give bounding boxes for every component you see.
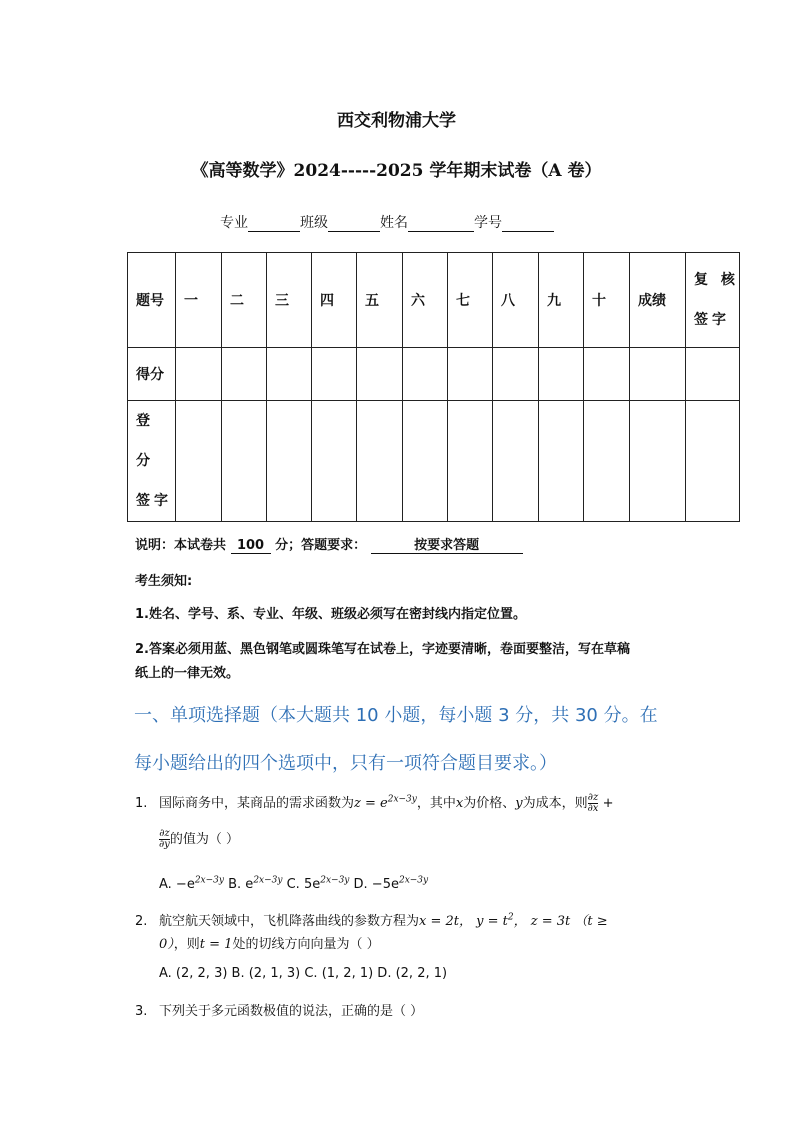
name-blank[interactable] bbox=[408, 216, 474, 232]
class-label: 班级 bbox=[300, 215, 328, 231]
section-1-title bbox=[134, 694, 674, 786]
total-suffix: 分；答题要求： bbox=[275, 538, 367, 553]
option-a[interactable]: A. $-e^{2x-3y}$ bbox=[159, 876, 224, 893]
question-number: 3. bbox=[135, 1004, 148, 1019]
notice-rule-2-line1: 2.答案必须用蓝、黑色钢笔或圆珠笔写在试卷上，字迹要清晰，卷面要整洁，写在草稿 bbox=[135, 642, 630, 657]
sign-cell[interactable] bbox=[403, 401, 448, 522]
score-table-header-row bbox=[128, 253, 740, 348]
score-cell[interactable] bbox=[312, 348, 357, 401]
exam-instructions bbox=[135, 534, 523, 554]
exam-title: 《高等数学》2024-----2025 学年期末试卷（A 卷） bbox=[191, 161, 602, 181]
question-text: 为成本，则 bbox=[522, 796, 588, 811]
sign-row-label bbox=[128, 401, 176, 522]
score-cell[interactable] bbox=[448, 348, 493, 401]
question-2 bbox=[135, 910, 608, 929]
option-d[interactable]: D. $-5e^{2x-3y}$ bbox=[353, 876, 429, 893]
header-cell: 九 bbox=[539, 253, 584, 348]
notice-rule-1: 1.姓名、学号、系、专业、年级、班级必须写在密封线内指定位置。 bbox=[135, 607, 526, 622]
header-cell: 八 bbox=[493, 253, 539, 348]
name-label: 姓名 bbox=[380, 215, 408, 231]
university-name: 西交利物浦大学 bbox=[337, 111, 456, 131]
formula: x = 2t， $y = t^2$， z = 3t （t ≥ bbox=[419, 912, 608, 929]
question-text: ，其中 bbox=[416, 796, 456, 811]
sign-cell[interactable] bbox=[176, 401, 222, 522]
section-1-title-line2: 每小题给出的四个选项中，只有一项符合题目要求。） bbox=[134, 753, 557, 774]
question-text: 处的切线方向向量为（ ） bbox=[232, 937, 380, 952]
formula: 0） bbox=[159, 937, 174, 952]
score-cell[interactable] bbox=[539, 348, 584, 401]
sign-cell[interactable] bbox=[630, 401, 686, 522]
score-cell[interactable] bbox=[630, 348, 686, 401]
score-cell[interactable] bbox=[222, 348, 267, 401]
score-cell[interactable] bbox=[176, 348, 222, 401]
formula: t = 1 bbox=[199, 937, 233, 952]
score-cell[interactable] bbox=[584, 348, 630, 401]
option-label: D. −5e bbox=[353, 877, 399, 893]
sign-cell[interactable] bbox=[448, 401, 493, 522]
header-cell: 二 bbox=[222, 253, 267, 348]
question-number: 1. bbox=[135, 796, 148, 811]
sign-cell[interactable] bbox=[584, 401, 630, 522]
header-cell: 四 bbox=[312, 253, 357, 348]
sign-cell[interactable] bbox=[493, 401, 539, 522]
question-text: ，则 bbox=[173, 937, 200, 952]
score-cell[interactable] bbox=[267, 348, 312, 401]
major-label: 专业 bbox=[220, 215, 248, 231]
header-cell: 三 bbox=[267, 253, 312, 348]
score-cell[interactable] bbox=[357, 348, 403, 401]
question-text: 的值为（ ） bbox=[169, 832, 239, 847]
student-id-blank[interactable] bbox=[502, 216, 554, 232]
question-number: 2. bbox=[135, 914, 148, 929]
score-row-label: 得分 bbox=[128, 348, 176, 401]
formula: x bbox=[455, 796, 464, 811]
sign-cell[interactable] bbox=[267, 401, 312, 522]
question-text: 航空航天领域中，飞机降落曲线的参数方程为 bbox=[159, 914, 420, 929]
option-label: A. −e bbox=[159, 877, 195, 893]
sign-row bbox=[128, 401, 740, 522]
header-cell: 六 bbox=[403, 253, 448, 348]
score-cell[interactable] bbox=[403, 348, 448, 401]
student-info-line bbox=[220, 212, 554, 232]
question-1-options bbox=[159, 876, 428, 892]
formula: $z = e^{2x-3y}$ bbox=[354, 794, 417, 811]
header-cell: 一 bbox=[176, 253, 222, 348]
sign-cell[interactable] bbox=[686, 401, 740, 522]
answer-requirement: 按要求答题 bbox=[371, 534, 523, 554]
question-1-cont bbox=[159, 828, 239, 850]
score-cell[interactable] bbox=[493, 348, 539, 401]
header-label-cell: 题号 bbox=[128, 253, 176, 348]
question-2-cont bbox=[159, 933, 380, 952]
sign-cell[interactable] bbox=[312, 401, 357, 522]
question-3 bbox=[135, 1000, 423, 1019]
score-table bbox=[127, 252, 740, 522]
total-prefix: 说明：本试卷共 bbox=[135, 538, 227, 553]
formula: y bbox=[515, 796, 523, 811]
option-b[interactable]: B. $e^{2x-3y}$ bbox=[228, 876, 283, 893]
score-cell[interactable] bbox=[686, 348, 740, 401]
fraction-dz-dx: $\frac{\partial z}{\partial x}$ bbox=[587, 792, 599, 814]
total-value: 100 bbox=[231, 538, 271, 554]
sign-cell[interactable] bbox=[539, 401, 584, 522]
question-2-options[interactable]: A. (2, 2, 3) B. (2, 1, 3) C. (1, 2, 1) D. (2, 2, 1) bbox=[159, 966, 448, 981]
sign-cell[interactable] bbox=[357, 401, 403, 522]
question-text: 国际商务中，某商品的需求函数为 bbox=[159, 796, 355, 811]
header-cell: 十 bbox=[584, 253, 630, 348]
class-blank[interactable] bbox=[328, 216, 380, 232]
sign-cell[interactable] bbox=[222, 401, 267, 522]
question-text: 为价格、 bbox=[463, 796, 516, 811]
header-cell: 七 bbox=[448, 253, 493, 348]
header-cell-review bbox=[686, 253, 740, 348]
option-c[interactable]: C. $5e^{2x-3y}$ bbox=[286, 876, 350, 893]
header-cell: 五 bbox=[357, 253, 403, 348]
sign-line1: 登 分 bbox=[136, 413, 154, 469]
score-row bbox=[128, 348, 740, 401]
header-cell-total: 成绩 bbox=[630, 253, 686, 348]
section-1-title-line1: 一、单项选择题（本大题共 10 小题，每小题 3 分，共 30 分。在 bbox=[134, 705, 658, 726]
sign-line2: 签字 bbox=[136, 493, 172, 509]
question-text: 下列关于多元函数极值的说法，正确的是（ ） bbox=[159, 1004, 424, 1019]
question-1: 1. 国际商务中，某商品的需求函数为$z = e^{2x-3y}$，其中x为价格、y为成本，则 $\frac{\partial z}{\partial x}$ + bbox=[135, 792, 614, 814]
notice-title: 考生须知: bbox=[135, 574, 193, 589]
option-label: C. 5e bbox=[286, 877, 321, 893]
notice-rule-2-line2: 纸上的一律无效。 bbox=[135, 666, 240, 681]
fraction-dz-dy: $\frac{\partial z}{\partial y}$ bbox=[159, 828, 170, 850]
review-line2: 签字 bbox=[694, 312, 730, 328]
major-blank[interactable] bbox=[248, 216, 300, 232]
student-id-label: 学号 bbox=[474, 215, 502, 231]
review-line1: 复 核 bbox=[694, 272, 739, 288]
option-label: B. e bbox=[228, 877, 254, 893]
